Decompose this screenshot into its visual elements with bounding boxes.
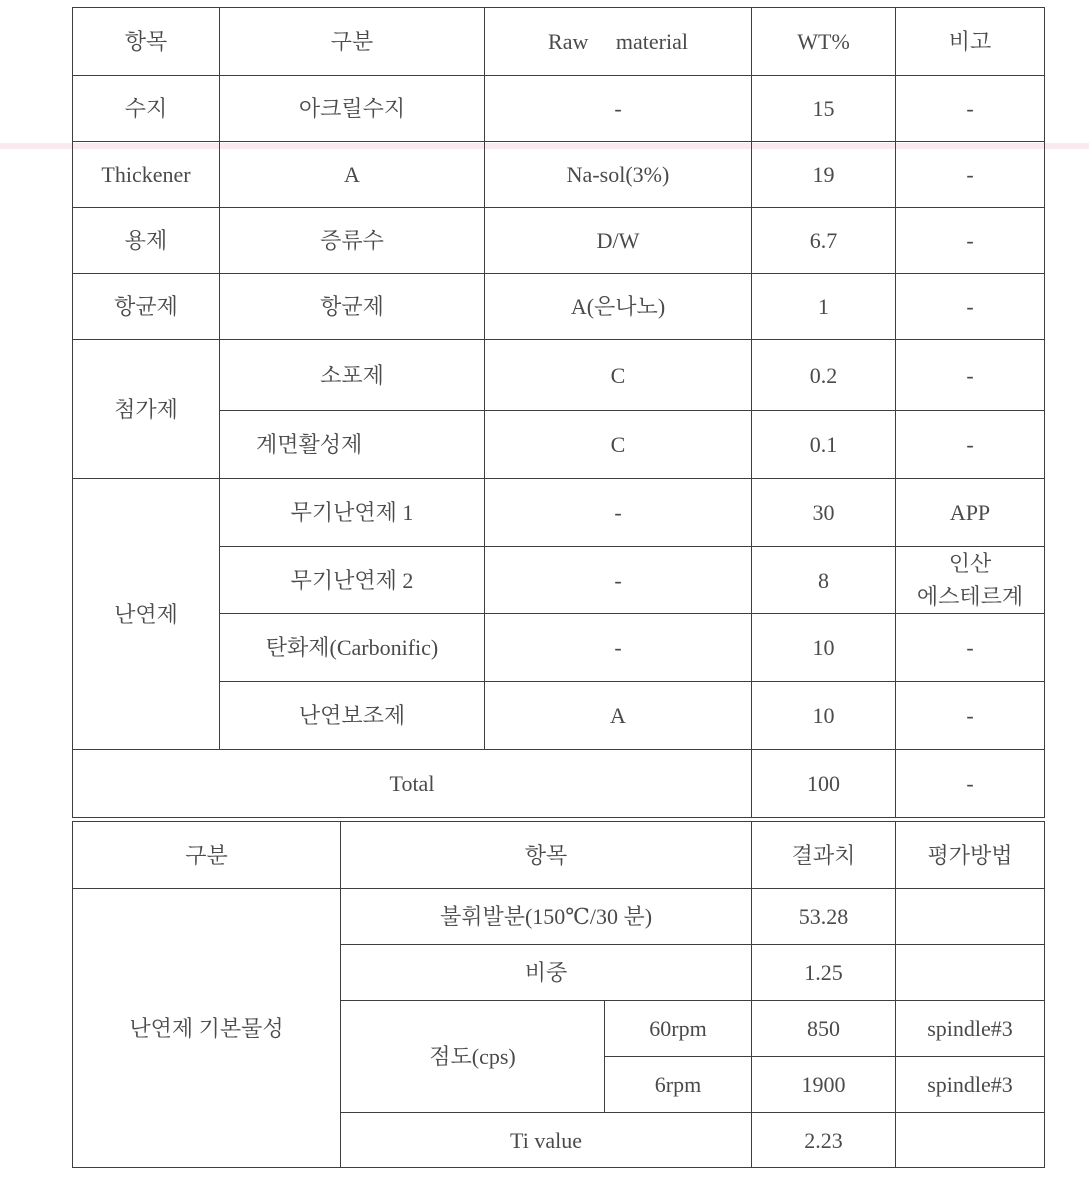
cell-note: - xyxy=(896,614,1045,682)
composition-table xyxy=(72,7,1045,818)
group-label: 난연제 기본물성 xyxy=(73,889,341,1168)
total-label: Total xyxy=(73,750,752,818)
table-row xyxy=(73,142,1045,208)
cell-method: spindle#3 xyxy=(896,1057,1045,1113)
cell-subcategory: 소포제 xyxy=(220,340,485,411)
cell-subcategory: 탄화제(Carbonific) xyxy=(220,614,485,682)
cell-raw: C xyxy=(485,411,752,479)
total-note: - xyxy=(896,750,1045,818)
header-subcategory: 구분 xyxy=(220,8,485,76)
cell-raw: Na-sol(3%) xyxy=(485,142,752,208)
cell-wt: 10 xyxy=(752,614,896,682)
cell-value: 2.23 xyxy=(752,1113,896,1168)
cell-wt: 15 xyxy=(752,76,896,142)
cell-speed: 6rpm xyxy=(605,1057,752,1113)
cell-wt: 8 xyxy=(752,547,896,614)
cell-speed: 60rpm xyxy=(605,1001,752,1057)
cell-note: APP xyxy=(896,479,1045,547)
cell-raw: - xyxy=(485,76,752,142)
cell-note: - xyxy=(896,208,1045,274)
cell-wt: 6.7 xyxy=(752,208,896,274)
table-row xyxy=(73,274,1045,340)
cell-wt: 30 xyxy=(752,479,896,547)
cell-category: 난연제 xyxy=(73,479,220,750)
cell-subcategory: 무기난연제 1 xyxy=(220,479,485,547)
cell-note: 인산 에스테르계 xyxy=(896,547,1045,614)
table-row xyxy=(73,208,1045,274)
table-row xyxy=(73,76,1045,142)
total-row xyxy=(73,750,1045,818)
cell-wt: 10 xyxy=(752,682,896,750)
table-row xyxy=(73,479,1045,547)
cell-subcategory: 난연보조제 xyxy=(220,682,485,750)
cell-subcategory: 증류수 xyxy=(220,208,485,274)
properties-table xyxy=(72,821,1045,1168)
total-wt: 100 xyxy=(752,750,896,818)
header-category: 항목 xyxy=(73,8,220,76)
cell-raw: A xyxy=(485,682,752,750)
cell-note: - xyxy=(896,142,1045,208)
table-row xyxy=(73,889,1045,945)
cell-subcategory: A xyxy=(220,142,485,208)
cell-raw: D/W xyxy=(485,208,752,274)
cell-value: 850 xyxy=(752,1001,896,1057)
cell-subcategory: 계면활성제 xyxy=(220,411,485,479)
header-result: 결과치 xyxy=(752,822,896,889)
cell-wt: 0.1 xyxy=(752,411,896,479)
cell-subcategory: 아크릴수지 xyxy=(220,76,485,142)
cell-note: - xyxy=(896,411,1045,479)
cell-note: - xyxy=(896,274,1045,340)
cell-raw: - xyxy=(485,547,752,614)
cell-method xyxy=(896,889,1045,945)
cell-item: 불휘발분(150℃/30 분) xyxy=(341,889,752,945)
cell-category: 수지 xyxy=(73,76,220,142)
cell-wt: 0.2 xyxy=(752,340,896,411)
cell-category: 용제 xyxy=(73,208,220,274)
cell-note: - xyxy=(896,340,1045,411)
cell-raw: - xyxy=(485,479,752,547)
cell-raw: - xyxy=(485,614,752,682)
header-raw-material: Raw material xyxy=(485,8,752,76)
cell-value: 53.28 xyxy=(752,889,896,945)
cell-wt: 1 xyxy=(752,274,896,340)
header-note: 비고 xyxy=(896,8,1045,76)
table-row xyxy=(73,340,1045,411)
header-item: 항목 xyxy=(341,822,752,889)
cell-method xyxy=(896,1113,1045,1168)
cell-note: - xyxy=(896,682,1045,750)
cell-subcategory: 무기난연제 2 xyxy=(220,547,485,614)
cell-wt: 19 xyxy=(752,142,896,208)
header-wt: WT% xyxy=(752,8,896,76)
cell-item: Ti value xyxy=(341,1113,752,1168)
header-method: 평가방법 xyxy=(896,822,1045,889)
table-header-row xyxy=(73,822,1045,889)
cell-category: 첨가제 xyxy=(73,340,220,479)
cell-method xyxy=(896,945,1045,1001)
cell-category: 항균제 xyxy=(73,274,220,340)
cell-method: spindle#3 xyxy=(896,1001,1045,1057)
cell-category: Thickener xyxy=(73,142,220,208)
cell-item: 점도(cps) xyxy=(341,1001,605,1113)
cell-raw: A(은나노) xyxy=(485,274,752,340)
header-group: 구분 xyxy=(73,822,341,889)
cell-value: 1.25 xyxy=(752,945,896,1001)
cell-item: 비중 xyxy=(341,945,752,1001)
cell-subcategory: 항균제 xyxy=(220,274,485,340)
cell-note: - xyxy=(896,76,1045,142)
table-header-row xyxy=(73,8,1045,76)
cell-value: 1900 xyxy=(752,1057,896,1113)
cell-raw: C xyxy=(485,340,752,411)
